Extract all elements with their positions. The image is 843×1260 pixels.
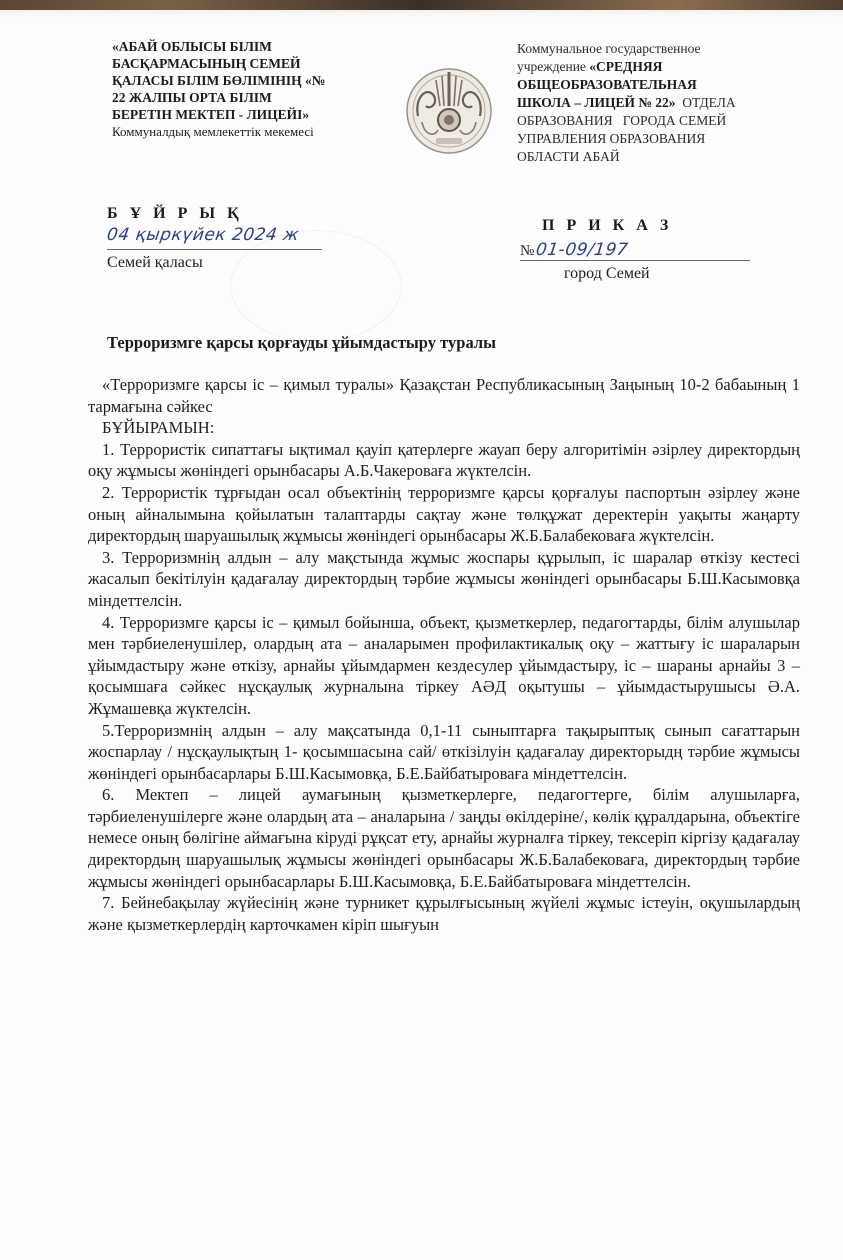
number-sign: № (520, 243, 535, 259)
order-block-kz (107, 205, 337, 272)
city-ru: город Семей (564, 265, 650, 282)
order-item: 6. Мектеп – лицей аумағының қызметкерлерге, педагогтерге, білім алушыларға, тәрбиеленушілерге және олардың ата – аналарына / заңды өкілдеріне/, көлік құралдарына, объектіге немесе оның бөлігіне аймағына кіруді рұқсат ету, арнайы журналға тіркеу, тексеріп кіргізу қадағалау директордың шаруашылық жұмысы жөніндегі орынбасары Ж.Б.Балабековаға, директордың тәрбие жұмысы жөніндегі орынбасарлары Б.Ш.Касымовқа, Б.Е.Байбатыроваға міндеттелсін. (88, 785, 800, 891)
org-name-line: ҚАЛАСЫ БІЛІМ БӨЛІМІНІҢ «№ (112, 73, 326, 88)
order-title-ru: П Р И К А З (542, 217, 673, 234)
ordered-heading: БҰЙЫРАМЫН: (102, 418, 215, 438)
city-kz: Семей қаласы (107, 254, 203, 271)
photo-edge-shadow (0, 0, 843, 10)
order-item: 1. Террористік сипаттағы ықтимал қауіп қатерлерге жауап беру алгоритімін әзірлеу директордың оқу жұмысы жөніндегі орынбасары А.Б.Чакероваға жүктелсін. (88, 439, 800, 481)
org-name-line: БАСҚАРМАСЫНЫҢ СЕМЕЙ (112, 56, 301, 71)
order-item: 5.Терроризмнің алдын – алу мақсатында 0,1-11 сыныптарға тақырыптық сынып сағаттарын жоспарлау / нұсқаулықтың 1- қосымшасына сай/ өткізілуін қадағалау директорыдң тәрбие жұмысы жөніндегі орынбасарлары Б.Ш.Касымовқа, Б.Е.Байбатыроваға міндеттелсін. (88, 720, 800, 783)
org-dept: ОТДЕЛА (675, 95, 736, 110)
org-name-prefix: учреждение (517, 59, 590, 74)
document-title: Терроризмге қарсы қорғауды ұйымдастыру туралы (107, 333, 496, 352)
org-name-line: 22 ЖАЛПЫ ОРТА БІЛІМ (112, 90, 272, 105)
handwritten-order-number: 01-09/197 (534, 240, 630, 260)
order-item: 3. Терроризмнің алдын – алу мақстында жұмыс жоспары құрылып, іс шаралар өткізу кестесі жасалып бекітілуін қадағалау директордың тәрбие жұмысы жөніндегі орынбасары Б.Ш.Касымовқа міндеттелсін. (88, 547, 800, 610)
org-name-line (517, 94, 807, 112)
org-name-line (517, 76, 807, 94)
org-name-bold: ШКОЛА – ЛИЦЕЙ № 22» (517, 95, 676, 110)
preamble: «Терроризмге қарсы іс – қимыл туралы» Қазақстан Республикасының Заңының 10-2 бабаының 1 тармағына сәйкес (88, 375, 800, 416)
org-name-bold: «СРЕДНЯЯ (589, 59, 663, 74)
order-number-field (520, 236, 750, 261)
order-title-kz: Б Ұ Й Р Ы Қ (107, 205, 243, 222)
org-type: Коммуналдық мемлекеттік мекемесі (112, 124, 314, 139)
org-dept-line: ОБЛАСТИ АБАЙ (517, 149, 620, 164)
org-type-ru: Коммунальное государственное (517, 41, 701, 56)
document-body (88, 374, 800, 935)
header-left-kz (112, 38, 372, 140)
org-name-line (517, 58, 807, 76)
org-name-line: «АБАЙ ОБЛЫСЫ БІЛІМ (112, 39, 272, 54)
org-name-line: БЕРЕТІН МЕКТЕП - ЛИЦЕЙІ» (112, 107, 310, 122)
org-name-bold: ОБЩЕОБРАЗОВАТЕЛЬНАЯ (517, 77, 697, 92)
org-dept-line: УПРАВЛЕНИЯ ОБРАЗОВАНИЯ (517, 131, 706, 146)
order-item: 7. Бейнебақылау жүйесінің және турникет құрылғысының жүйелі жұмыс істеуін, оқушылардың және қызметкерлердің карточкамен кіріп шығуын (88, 893, 800, 934)
state-emblem-icon (404, 66, 494, 156)
order-item: 4. Терроризмге қарсы іс – қимыл бойынша, объект, қызметкерлер, педагогтарды, білім алушылар мен тәрбиеленушілер, олардың ата – аналарымен профилактикалық оқу – жаттығу іс шараларын ұйымдастыру және өткізу, арнайы ұйымдармен кездесулер ұйымдастыру, іс – шараны арнайы 3 – қосымшаға сәйкес нұсқаулық журналына тіркеу АӘД оқытушы – ұйымдастырушысы Ә.А. Жұмашевқа жүктелсін. (88, 612, 800, 718)
order-item: 2. Террористік тұрғыдан осал объектінің терроризмге қарсы қорғалуы паспортын әзірлеу және оның айналымына қойылатын талаптарды сақтау және төлқұжат деректерін уақыты жаңарту директордың шаруашылық жұмысы жөніндегі орынбасары Ж.Б.Балабековаға жүктелсін. (88, 482, 800, 546)
org-dept-line: ОБРАЗОВАНИЯ ГОРОДА СЕМЕЙ (517, 113, 727, 128)
order-block-ru (520, 217, 760, 283)
handwritten-date: 04 қыркүйек 2024 ж (105, 225, 301, 245)
header-right-ru (517, 40, 807, 166)
order-date-field (107, 225, 322, 250)
